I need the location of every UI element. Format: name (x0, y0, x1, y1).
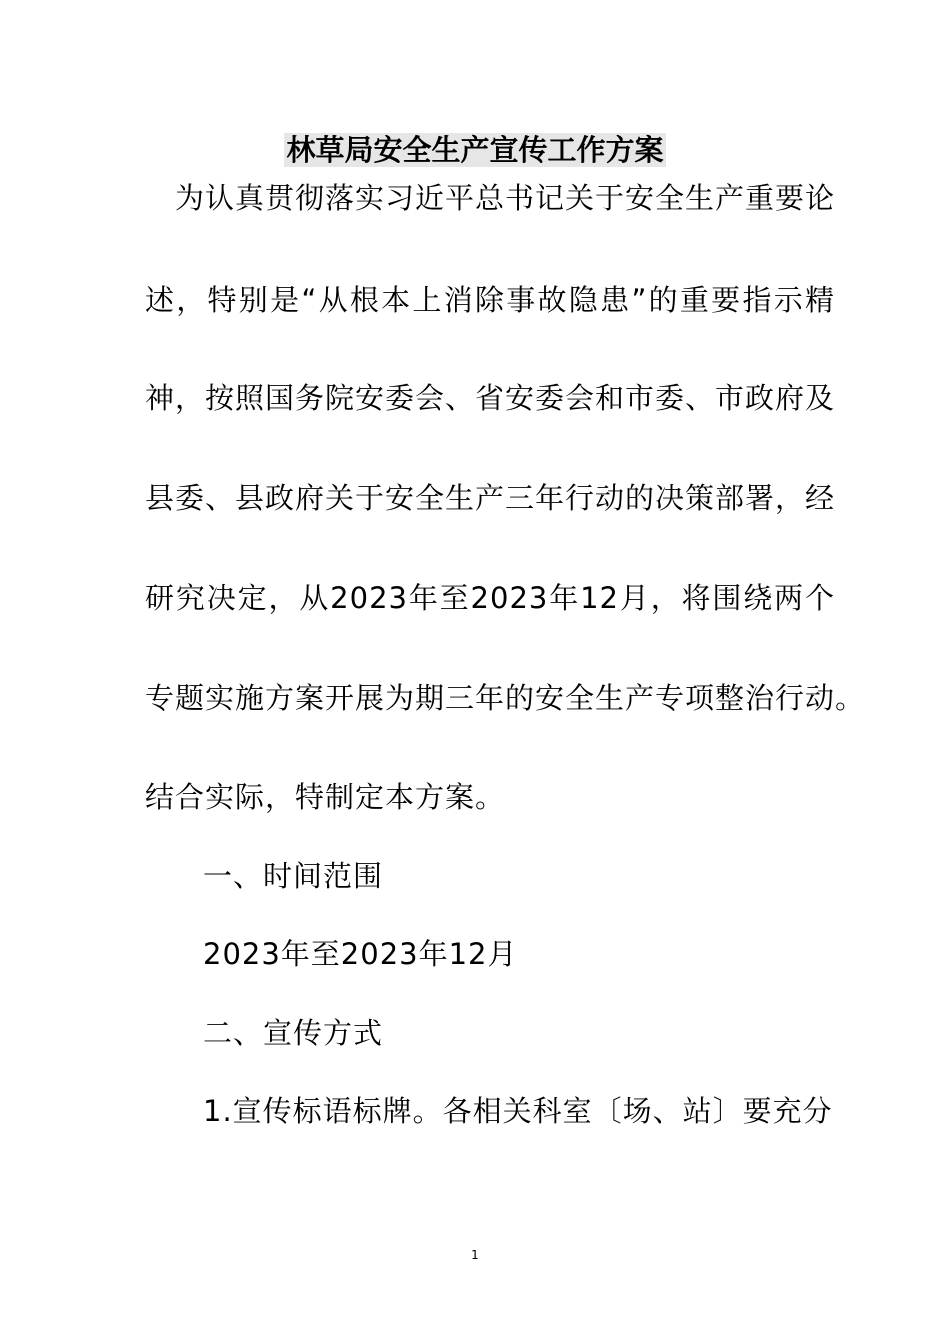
paragraph-line-6: 专题实施方案开展为期三年的安全生产专项整治行动。 (145, 681, 866, 715)
time-range-value: 2023年至2023年12月 (203, 937, 518, 971)
paragraph-line-3: 神，按照国务院安委会、省安委会和市委、市政府及 (145, 381, 836, 415)
page-number: 1 (471, 1248, 479, 1262)
paragraph-line-7: 结合实际，特制定本方案。 (145, 780, 506, 814)
publicity-item-1: 1.宣传标语标牌。各相关科室〔场、站〕要充分 (203, 1094, 833, 1128)
paragraph-line-2: 述，特别是“从根本上消除事故隐患”的重要指示精 (145, 283, 835, 317)
paragraph-line-4: 县委、县政府关于安全生产三年行动的决策部署，经 (145, 481, 836, 515)
paragraph-line-5: 研究决定，从2023年至2023年12月，将围绕两个 (145, 581, 835, 615)
section-heading-publicity-methods: 二、宣传方式 (203, 1016, 384, 1050)
section-heading-time-range: 一、时间范围 (203, 859, 384, 893)
paragraph-line-1: 为认真贯彻落实习近平总书记关于安全生产重要论 (175, 181, 836, 215)
document-title-text: 林草局安全生产宣传工作方案 (286, 133, 664, 167)
document-title (0, 128, 950, 172)
